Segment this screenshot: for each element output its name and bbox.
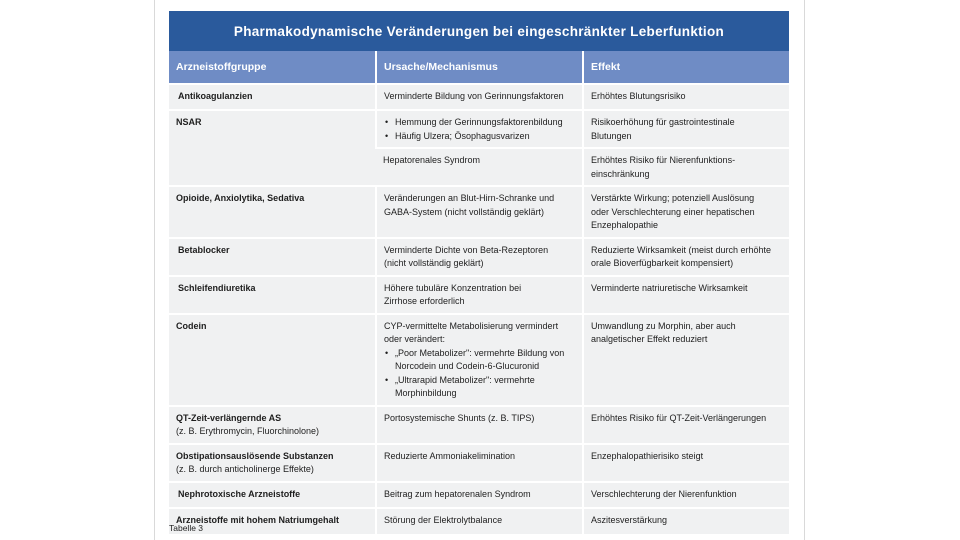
effect-line: oder Verschlechterung einer hepatischen <box>591 206 755 217</box>
effect-cell <box>583 148 789 186</box>
table-row <box>169 110 789 148</box>
table-row <box>169 238 789 276</box>
list-item: • „Poor Metabolizer": vermehrte Bildung von Norcodein und Codein-6-Glucuronid <box>384 347 575 374</box>
effect-cell <box>583 238 789 276</box>
table-row <box>169 314 789 406</box>
list-item: • „Ultrarapid Metabolizer": vermehrte Morphinbildung <box>384 374 575 401</box>
cause-line: Veränderungen an Blut-Hirn-Schranke und <box>384 193 555 203</box>
effect-cell <box>583 186 789 238</box>
page-border-left <box>154 0 155 540</box>
cause-cell <box>376 186 583 238</box>
table-row <box>169 84 789 110</box>
table-title: Pharmakodynamische Veränderungen bei eingeschränkter Leberfunktion <box>169 11 789 51</box>
effect-line: Umwandlung zu Morphin, aber auch <box>591 320 736 331</box>
effect-cell <box>583 110 789 148</box>
group-example: (z. B. Erythromycin, Fluorchinolone) <box>176 426 320 436</box>
cause-cell: Hepatorenales Syndrom <box>376 148 583 186</box>
effect-line: Verstärkte Wirkung; potenziell Auslösung <box>591 193 755 203</box>
group-cell: Betablocker <box>169 238 376 276</box>
effect-line: orale Bioverfügbarkeit kompensiert) <box>591 258 734 268</box>
effect-cell: Erhöhtes Risiko für QT-Zeit-Verlängerungen <box>583 406 789 444</box>
effect-line: einschränkung <box>591 168 650 179</box>
effect-line: Blutungen <box>591 130 632 141</box>
group-cell: Arzneistoffe mit hohem Natriumgehalt <box>169 508 376 534</box>
cause-line: Höhere tubuläre Konzentration bei <box>384 282 522 293</box>
cause-cell: Verminderte Bildung von Gerinnungsfaktoren <box>376 84 583 110</box>
group-cell <box>169 406 376 444</box>
table-row <box>169 482 789 508</box>
group-cell: Codein <box>169 314 376 406</box>
cause-cell <box>376 238 583 276</box>
group-name: Obstipationsauslösende Substanzen <box>176 450 334 461</box>
effect-cell: Verminderte natriuretische Wirksamkeit <box>583 276 789 314</box>
cause-cell: Beitrag zum hepatorenalen Syndrom <box>376 482 583 508</box>
group-cell: Antikoagulanzien <box>169 84 376 110</box>
cause-cell <box>376 314 583 406</box>
effect-cell: Enzephalopathierisiko steigt <box>583 444 789 482</box>
group-example: (z. B. durch anticholinerge Effekte) <box>176 464 314 474</box>
header-group: Arzneistoffgruppe <box>169 51 376 84</box>
effect-line: analgetischer Effekt reduziert <box>591 334 708 344</box>
effect-line: Enzephalopathie <box>591 220 659 230</box>
list-item: • Häufig Ulzera; Ösophagusvarizen <box>384 130 575 144</box>
effect-cell: Verschlechterung der Nierenfunktion <box>583 482 789 508</box>
pharmacodynamics-table <box>169 11 789 534</box>
group-name: QT-Zeit-verlängernde AS <box>176 412 282 423</box>
cause-line: (nicht vollständig geklärt) <box>384 258 484 268</box>
header-effect: Effekt <box>583 51 789 84</box>
table-row <box>169 406 789 444</box>
cause-cell: Reduzierte Ammoniakelimination <box>376 444 583 482</box>
cause-line: Verminderte Dichte von Beta-Rezeptoren <box>384 244 549 255</box>
cause-line: CYP-vermittelte Metabolisierung vermindert <box>384 320 559 331</box>
effect-cell <box>583 314 789 406</box>
group-cell <box>169 444 376 482</box>
group-cell: NSAR <box>169 110 376 186</box>
cause-line: GABA-System (nicht vollständig geklärt) <box>384 206 545 217</box>
table-row <box>169 444 789 482</box>
table-row <box>169 508 789 534</box>
group-cell: Nephrotoxische Arzneistoffe <box>169 482 376 508</box>
list-item: • Hemmung der Gerinnungsfaktorenbildung <box>384 116 575 130</box>
cause-line: Zirrhose erforderlich <box>384 296 465 306</box>
effect-line: Risikoerhöhung für gastrointestinale <box>591 117 735 127</box>
cause-cell: Störung der Elektrolytbalance <box>376 508 583 534</box>
header-cause: Ursache/Mechanismus <box>376 51 583 84</box>
header-row <box>169 51 789 84</box>
cause-cell <box>376 110 583 148</box>
effect-cell: Aszitesverstärkung <box>583 508 789 534</box>
table-row <box>169 186 789 238</box>
page-border-right <box>804 0 805 540</box>
effect-line: Erhöhtes Risiko für Nierenfunktions- <box>591 155 736 165</box>
table-caption: Tabelle 3 <box>169 523 204 533</box>
effect-cell: Erhöhtes Blutungsrisiko <box>583 84 789 110</box>
table-row <box>169 276 789 314</box>
group-cell: Opioide, Anxiolytika, Sedativa <box>169 186 376 238</box>
group-cell: Schleifendiuretika <box>169 276 376 314</box>
cause-line: oder verändert: <box>384 334 446 344</box>
cause-cell: Portosystemische Shunts (z. B. TIPS) <box>376 406 583 444</box>
cause-cell <box>376 276 583 314</box>
effect-line: Reduzierte Wirksamkeit (meist durch erhöhte <box>591 244 772 255</box>
